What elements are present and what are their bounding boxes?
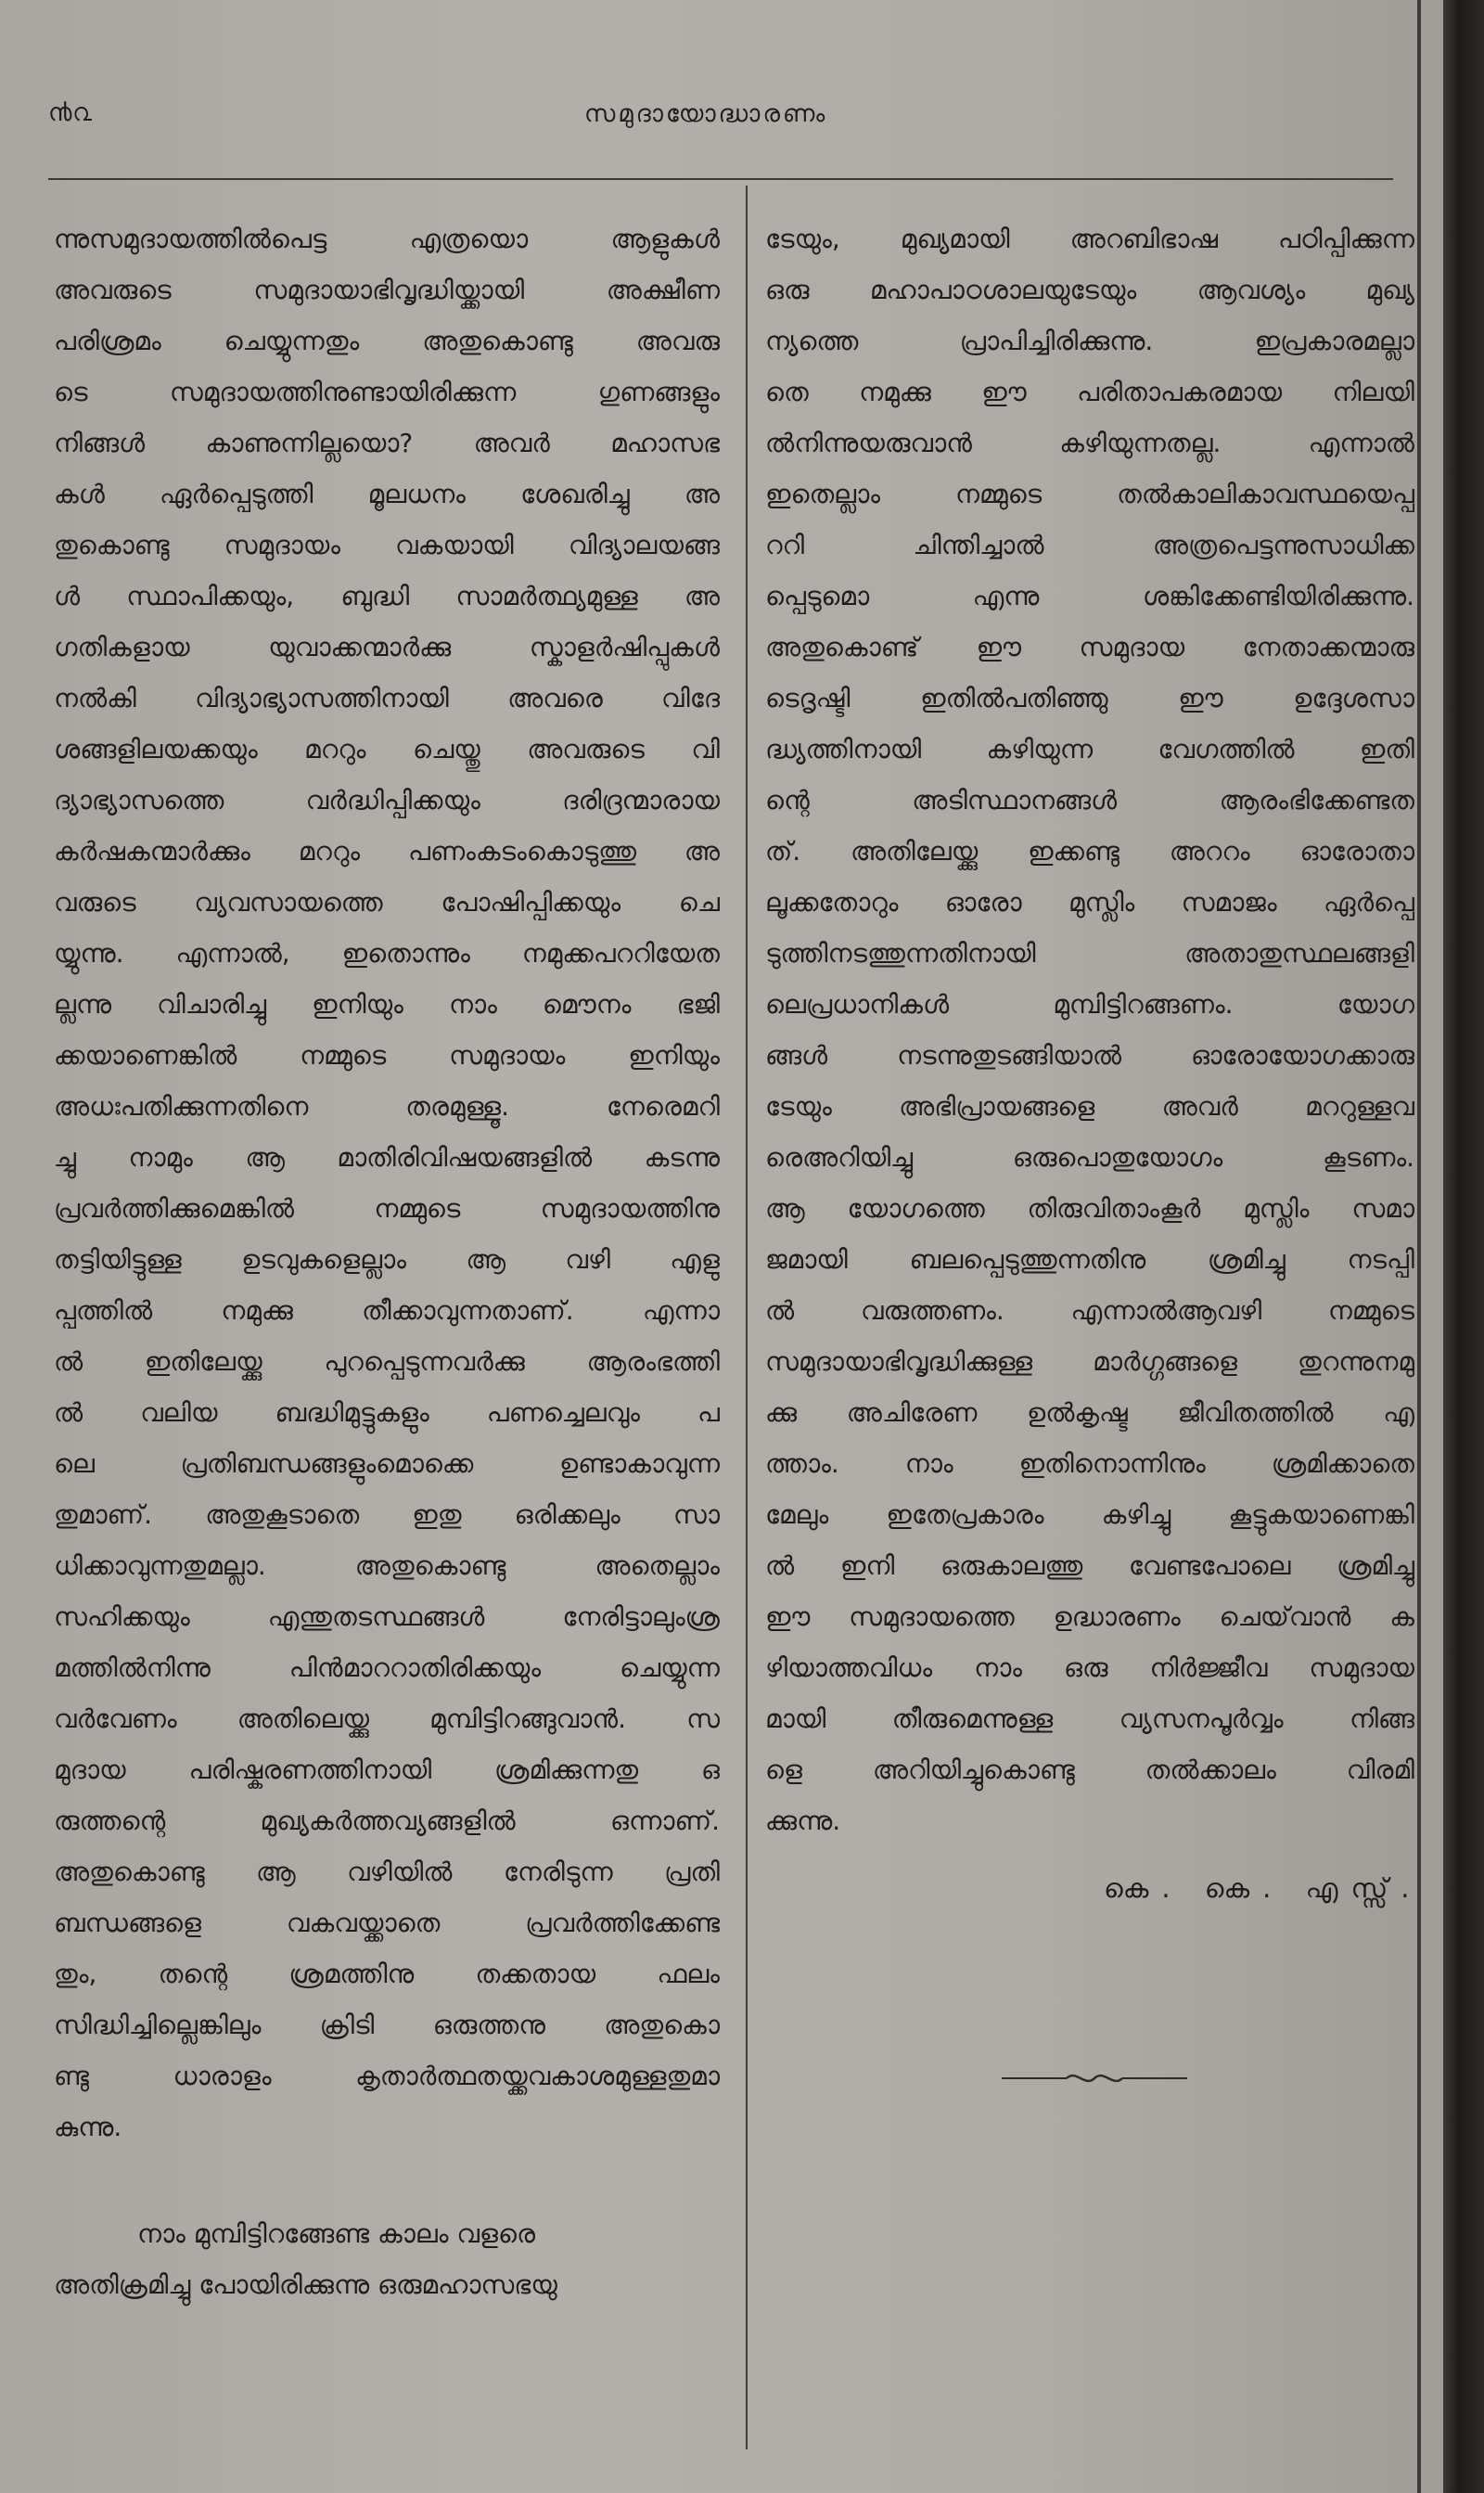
text-line: ഴിയാത്തവിധം നാം ഒരു നിർജ്ജീവ സമുദായ [765, 1652, 1414, 1683]
text-line: ച്ചു നാമും ആ മാതിരിവിഷയങ്ങളിൽ കടന്നു [54, 1142, 720, 1173]
text-line: രെഅറിയിച്ചു ഒരുപൊതുയോഗം കൂടണം. [765, 1142, 1414, 1173]
text-line: തും, തന്റെ ശ്രമത്തിനു തക്കതായ ഫലം [54, 1959, 720, 1989]
text-line: ടേയും, മുഖ്യമായി അറബിഭാഷ പഠിപ്പിക്കുന്ന [765, 224, 1414, 254]
text-line: രുത്തന്റെ മുഖ്യകർത്തവ്യങ്ങളിൽ ഒന്നാണ്. [54, 1805, 720, 1836]
text-line: ക്കു അചിരേണ ഉൽകൃഷ്ട ജീവിതത്തിൽ എ [765, 1397, 1414, 1428]
text-line: ത്. അതിലേയ്ക്കു ഇക്കണ്ടു അററം ഓരോതാ [765, 836, 1414, 867]
text-line: തുമാണ്. അതുകൂടാതെ ഇതു ഒരിക്കലും സാ [54, 1499, 720, 1530]
text-line: മായി തീരുമെന്നുള്ള വ്യസനപൂർവ്വം നിങ്ങ [765, 1703, 1414, 1734]
text-line: ലെപ്രധാനികൾ മുമ്പിട്ടിറങ്ങണം. യോഗ [765, 989, 1414, 1020]
text-line: ഗതികളായ യുവാക്കന്മാർക്കു സ്കാളർഷിപ്പുകൾ [54, 632, 720, 662]
column-rule [746, 186, 748, 2449]
text-line: ക്കുന്നു. [765, 1805, 841, 1836]
text-line: ലൂക്കതോറും ഓരോ മുസ്ലിം സമാജം ഏർപ്പെ [765, 887, 1414, 918]
text-line: ടുത്തിനടത്തുന്നതിനായി അതാതുസ്ഥലങ്ങളി [765, 938, 1414, 969]
text-line: ടെദൃഷ്ടി ഇതിൽപതിഞ്ഞു ഈ ഉദ്ദേശസാ [765, 683, 1414, 713]
ornament-divider [992, 2064, 1196, 2092]
text-line: തുകൊണ്ടു സമുദായം വകയായി വിദ്യാലയങ്ങ [54, 530, 720, 560]
text-line: ൽ ഇതിലേയ്ക്കു പുറപ്പെടുന്നവർക്കു ആരംഭത്തി [54, 1346, 720, 1377]
running-title: സമുദായോദ്ധാരണം [584, 100, 828, 128]
text-line: ആ യോഗത്തെ തിരുവിതാംകൂർ മുസ്ലിം സമാ [765, 1193, 1414, 1224]
text-line: പ്രവർത്തിക്കുമെങ്കിൽ നമ്മുടെ സമുദായത്തിനു [54, 1193, 720, 1224]
text-line: മത്തിൽനിന്നു പിൻമാററാതിരിക്കയും ചെയ്യുന്ന [54, 1652, 720, 1683]
text-line: ൽ വലിയ ബദ്ധിമുട്ടുകളും പണച്ചെലവും പ [54, 1397, 720, 1428]
text-line: ണ്ടു ധാരാളം കൃതാർത്ഥതയ്ക്കവകാശമുള്ളതുമാ [54, 2061, 720, 2091]
text-line: സമുദായാഭിവൃദ്ധിക്കുള്ള മാർഗ്ഗങ്ങളെ തുറന്നുനമു [765, 1346, 1414, 1377]
text-line: വരുടെ വ്യവസായത്തെ പോഷിപ്പിക്കയും ചെ [54, 887, 720, 918]
page-number: ൯൨ [48, 98, 94, 127]
text-line: ബന്ധങ്ങളെ വകവയ്ക്കാതെ പ്രവർത്തിക്കേണ്ട [54, 1908, 720, 1938]
page-header [0, 91, 1443, 147]
text-line: ൾ സ്ഥാപിക്കയും, ബുദ്ധി സാമർത്ഥ്യമുള്ള അ [54, 581, 720, 611]
text-line: അതിക്രമിച്ചു പോയിരിക്കുന്നു ഒരുമഹാസഭയു [54, 2269, 557, 2300]
text-line: ഒരു മഹാപാഠശാലയുടേയും ആവശ്യം മുഖ്യ [765, 275, 1414, 305]
text-line: പ്പെടുമൊ എന്നു ശങ്കിക്കേണ്ടിയിരിക്കുന്നു. [765, 581, 1414, 611]
left-column-paragraph-2 [54, 2208, 720, 2310]
text-line: ശങ്ങളിലയക്കയും മററും ചെയ്തു അവരുടെ വി [54, 734, 720, 765]
text-line: ഇതെല്ലാം നമ്മുടെ തൽകാലികാവസ്ഥയെപ്പ [765, 479, 1414, 509]
header-rule [48, 178, 1393, 180]
binding-edge [1443, 0, 1484, 2493]
text-line: ന്നുസമുദായത്തിൽപെട്ട എത്രയൊ ആളുകൾ [54, 224, 720, 254]
text-line: ൽ ഇനി ഒരുകാലത്തു വേണ്ടപോലെ ശ്രമിച്ചു [765, 1550, 1414, 1581]
text-line: അവരുടെ സമുദായാഭിവൃദ്ധിയ്ക്കായി അക്ഷീണ [54, 275, 720, 305]
text-line: ധിക്കാവുന്നതുമല്ലാ. അതുകൊണ്ടു അതെല്ലാം [54, 1550, 720, 1581]
text-line: സഹിക്കയും എന്തുതടസ്ഥങ്ങൾ നേരിട്ടാലുംശ്ര [54, 1601, 720, 1632]
text-line: ത്താം. നാം ഇതിനൊന്നിനും ശ്രമിക്കാതെ [765, 1448, 1414, 1479]
text-line: ജമായി ബലപ്പെടുത്തുന്നതിനു ശ്രമിച്ചു നടപ്പി [765, 1244, 1414, 1275]
text-line: ന്യത്തെ പ്രാപിച്ചിരിക്കുന്നു. ഇപ്രകാരമല്ലാ [765, 326, 1414, 356]
text-line: ങ്ങൾ നടന്നുതുടങ്ങിയാൽ ഓരോയോഗക്കാരു [765, 1040, 1414, 1071]
text-line: അധഃപതിക്കുന്നതിനെ തരമുള്ളൂ. നേരെമറി [54, 1091, 720, 1122]
text-line: ക്കയാണെങ്കിൽ നമ്മുടെ സമുദായം ഇനിയും [54, 1040, 720, 1071]
text-line: കുന്നു. [54, 2112, 122, 2142]
text-line: വർവേണം അതിലെയ്ക്കു മുമ്പിട്ടിറങ്ങുവാൻ. സ [54, 1703, 720, 1734]
text-line: അതുകൊണ്ടു ആ വഴിയിൽ നേരിടുന്ന പ്രതി [54, 1857, 720, 1887]
text-line: തെ നമുക്കു ഈ പരിതാപകരമായ നിലയി [765, 377, 1414, 407]
text-line: ദ്യാഭ്യാസത്തെ വർദ്ധിപ്പിക്കയും ദരിദ്രന്മാരായ [54, 785, 720, 816]
text-line: പ്പത്തിൽ നമുക്കു തീക്കാവുന്നതാണ്. എന്നാ [54, 1295, 720, 1326]
text-line: പരിശ്രമം ചെയ്യുന്നതും അതുകൊണ്ടു അവരു [54, 326, 720, 356]
page-edge-line [1417, 0, 1421, 2493]
text-line: ൽനിന്നുയരുവാൻ കഴിയുന്നതല്ല. എന്നാൽ [765, 428, 1414, 458]
text-line: മേലും ഇതേപ്രകാരം കഴിച്ചു കൂട്ടുകയാണെങ്കി [765, 1499, 1414, 1530]
text-line: നാം മുമ്പിട്ടിറങ്ങേണ്ട കാലം വളരെ [137, 2218, 536, 2249]
text-line: കർഷകന്മാർക്കും മററും പണംകടംകൊടുത്തു അ [54, 836, 720, 867]
text-line: സിദ്ധിച്ചില്ലെങ്കിലും ക്രിടി ഒരുത്തനു അതുകൊ [54, 2010, 720, 2040]
text-line: കൾ ഏർപ്പെടുത്തി മൂലധനം ശേഖരിച്ചു അ [54, 479, 720, 509]
text-line: നിങ്ങൾ കാണുന്നില്ലയൊ? അവർ മഹാസഭ [54, 428, 720, 458]
text-line: നൽകി വിദ്യാഭ്യാസത്തിനായി അവരെ വിദേ [54, 683, 720, 713]
text-line: ദ്ധ്യത്തിനായി കഴിയുന്ന വേഗത്തിൽ ഇതി [765, 734, 1414, 765]
text-line: ല്ലന്നു വിചാരിച്ചു ഇനിയും നാം മൌനം ഭജി [54, 989, 720, 1020]
text-line: അതുകൊണ്ട് ഈ സമുദായ നേതാക്കന്മാരു [765, 632, 1414, 662]
text-line: ലെ പ്രതിബന്ധങ്ങളുംമൊക്കെ ഉണ്ടാകാവുന്ന [54, 1448, 720, 1479]
author-signature: കെ. കെ. എസ്സ്. [1104, 1872, 1423, 1904]
text-line: ഈ സമുദായത്തെ ഉദ്ധാരണം ചെയ്‌വാൻ ക [765, 1601, 1414, 1632]
text-line: ററി ചിന്തിച്ചാൽ അത്രപെട്ടന്നുസാധിക്ക [765, 530, 1414, 560]
text-line: ന്റെ അടിസ്ഥാനങ്ങൾ ആരംഭിക്കേണ്ടത [765, 785, 1414, 816]
text-line: യ്യുന്നു. എന്നാൽ, ഇതൊന്നും നമുക്കപററിയേത [54, 938, 720, 969]
text-line: ടേയും അഭിപ്രായങ്ങളെ അവർ മററുള്ളവ [765, 1091, 1414, 1122]
text-line: ളെ അറിയിച്ചുകൊണ്ടു തൽക്കാലം വിരമി [765, 1754, 1414, 1785]
left-column [54, 213, 720, 2152]
text-line: ൽ വരുത്തണം. എന്നാൽആവഴി നമ്മുടെ [765, 1295, 1414, 1326]
text-line: തട്ടിയിട്ടുള്ള ഉടവുകളെല്ലാം ആ വഴി എളു [54, 1244, 720, 1275]
text-line: മുദായ പരിഷ്കരണത്തിനായി ശ്രമിക്കുന്നതു ഒ [54, 1754, 720, 1785]
right-column [765, 213, 1414, 1846]
text-line: ടെ സമുദായത്തിനുണ്ടായിരിക്കുന്ന ഗുണങ്ങളും [54, 377, 720, 407]
